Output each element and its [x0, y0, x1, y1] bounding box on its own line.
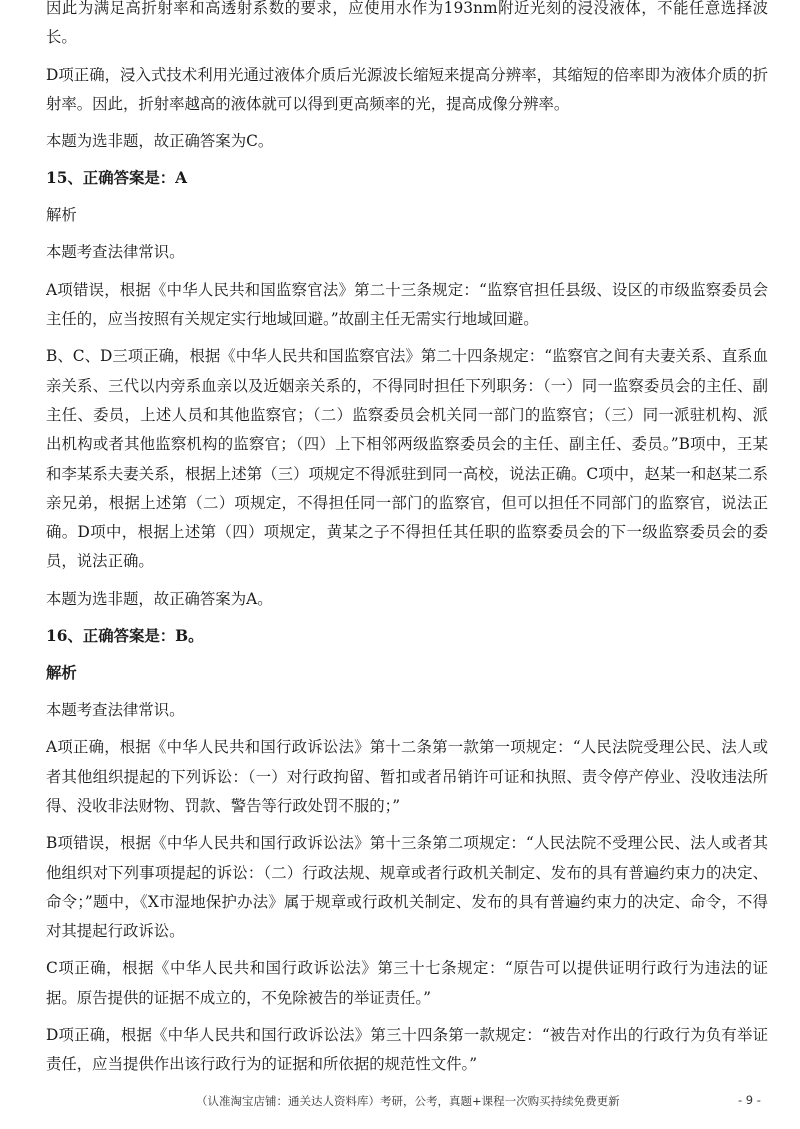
- document-body: [46, 0, 768, 1080]
- paragraph: C项正确，根据《中华人民共和国行政诉讼法》第三十七条规定：“原告可以提供证明行政行为违法的证据。原告提供的证据不成立的，不免除被告的举证责任。”: [46, 959, 768, 1007]
- paragraph: 本题为选非题，故正确答案为A。: [46, 589, 273, 608]
- paragraph: D项正确，浸入式技术利用光通过液体介质后光源波长缩短来提高分辨率，其缩短的倍率即为液体介质的折射率。因此，折射率越高的液体就可以得到更高频率的光，提高成像分辨率。: [46, 65, 768, 113]
- paragraph: D项正确，根据《中华人民共和国行政诉讼法》第三十四条第一款规定：“被告对作出的行政行为负有举证责任，应当提供作出该行政行为的证据和所依据的规范性文件。”: [46, 1026, 768, 1074]
- paragraph-gap: [46, 268, 768, 276]
- paragraph-gap: [46, 725, 768, 733]
- paragraph-gap: [46, 230, 768, 238]
- paragraph: B项错误，根据《中华人民共和国行政诉讼法》第十三条第二项规定：“人民法院不受理公民、法人或者其他组织对下列事项提起的诉讼：（二）行政法规、规章或者行政机关制定、发布的具有普遍约束力的决定、命令；”题中，《X市湿地保护办法》属于规章或行政机关制定、发布的具有普遍约束力的决定、命令，不得对其提起行政诉讼。: [46, 834, 768, 941]
- paragraph-gap: [46, 119, 768, 127]
- paragraph: 本题考查法律常识。: [46, 243, 185, 262]
- paragraph-gap: [46, 334, 768, 342]
- paragraph-gap: [46, 156, 768, 164]
- paragraph-gap: [46, 577, 768, 585]
- paragraph-gap: [46, 651, 768, 659]
- paragraph-gap: [46, 1013, 768, 1021]
- paragraph: A项错误，根据《中华人民共和国监察官法》第二十三条规定：“监察官担任县级、设区的市级监察委员会主任的，应当按照有关规定实行地域回避。”故副主任无需实行地域回避。: [46, 280, 768, 329]
- analysis-label: 解析: [46, 664, 77, 683]
- answer-heading: 16、正确答案是：B。: [46, 627, 204, 646]
- paragraph: A项正确，根据《中华人民共和国行政诉讼法》第十二条第一款第一项规定：“人民法院受理公民、法人或者其他组织提起的下列诉讼：（一）对行政拘留、暂扣或者吊销许可证和执照、责令停产停业、没收违法所得、没收非法财物、罚款、警告等行政处罚不服的；”: [46, 738, 768, 815]
- paragraph: B、C、D三项正确，根据《中华人民共和国监察官法》第二十四条规定：“监察官之间有夫妻关系、直系血亲关系、三代以内旁系血亲以及近姻亲关系的，不得同时担任下列职务：（一）同一监察委员会的主任、副主任、委员，上述人员和其他监察官；（二）监察委员会机关同一部门的监察官；（三）同一派驻机构、派出机构或者其他监察机构的监察官；（四）上下相邻两级监察委员会的主任、副主任、委员。”B项中，王某和李某系夫妻关系，根据上述第（三）项规定不得派驻到同一高校，说法正确。C项中，赵某一和赵某二系亲兄弟，根据上述第（二）项规定，不得担任同一部门的监察官，但可以担任不同部门的监察官，说法正确。D项中，根据上述第（四）项规定，黄某之子不得担任其任职的监察委员会的下一级监察委员会的委员，说法正确。: [46, 347, 768, 571]
- footer-note: （认准淘宝店铺：通关达人资料库）考研，公考，真题+课程一次购买持续免费更新: [196, 1094, 620, 1108]
- paragraph-gap: [46, 946, 768, 954]
- page-number: - 9 -: [738, 1093, 761, 1107]
- paragraph-gap: [46, 614, 768, 622]
- paragraph-gap: [46, 53, 768, 61]
- paragraph-gap: [46, 193, 768, 201]
- paragraph: 本题为选非题，故正确答案为C。: [46, 132, 274, 151]
- paragraph-gap: [46, 688, 768, 696]
- paragraph-gap: [46, 821, 768, 829]
- paragraph: 本题考查法律常识。: [46, 701, 185, 720]
- answer-heading: 15、正确答案是：A: [46, 169, 188, 188]
- paragraph: 因此为满足高折射率和高透射系数的要求，应使用水作为193nm附近光刻的浸没液体，不能任意选择波长。: [46, 0, 768, 47]
- analysis-label: 解析: [46, 206, 77, 225]
